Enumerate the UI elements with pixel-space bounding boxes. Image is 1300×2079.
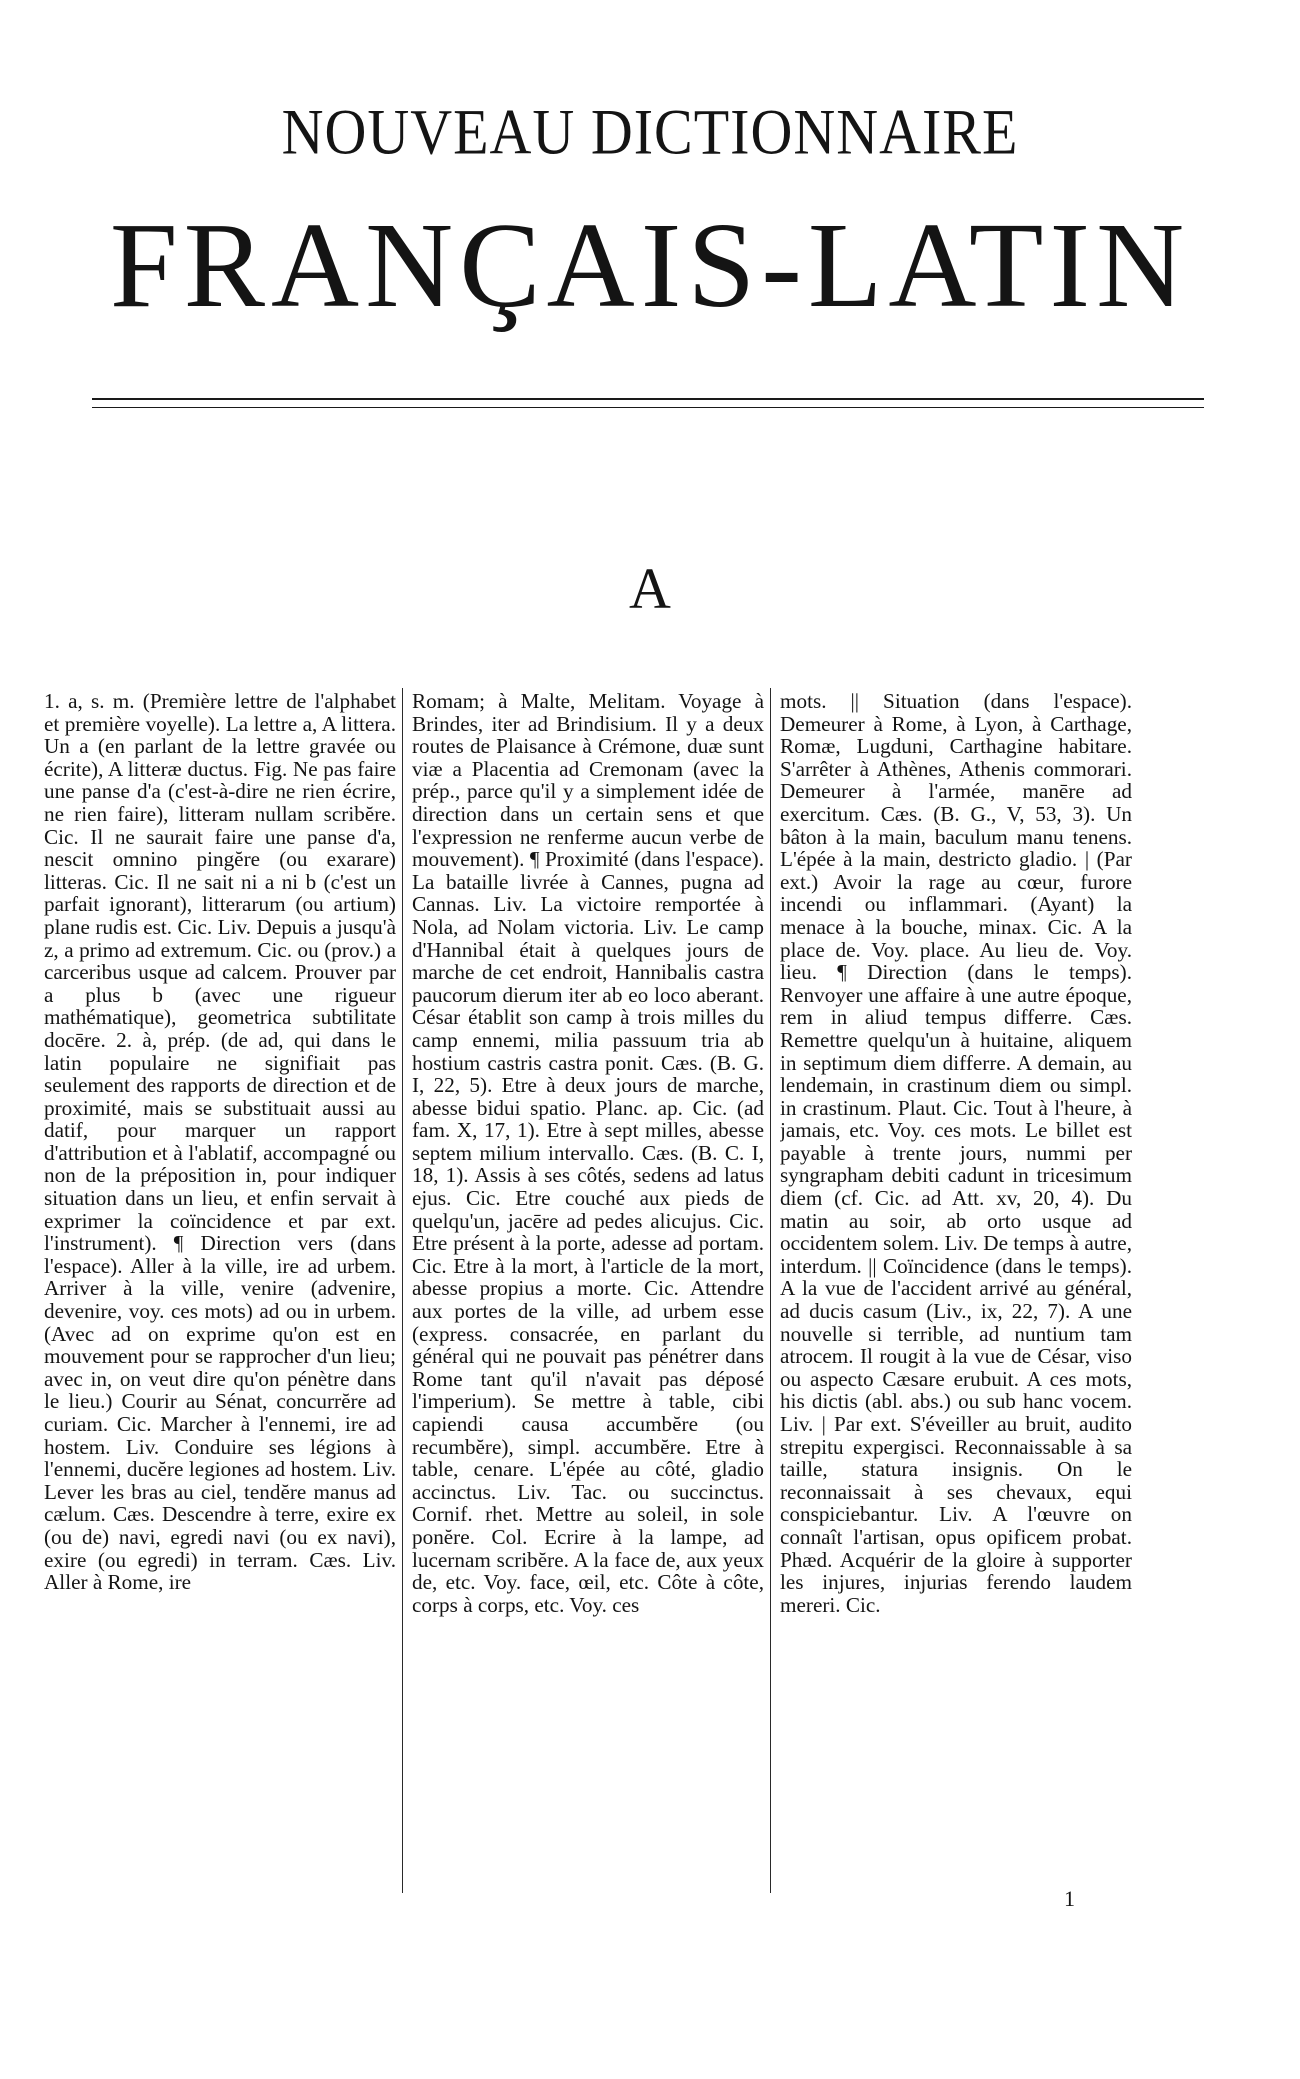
title-line-2: FRANÇAIS-LATIN bbox=[109, 198, 1191, 333]
column-1-text: 1. a, s. m. (Première lettre de l'alphabet et première voyelle). La lettre a, A littera. Un a (en parlant de la lettre gravée ou écrite), A litteræ ductus. Fig. Ne pas faire une panse d'a (c'est-à-dire ne rien écrire, ne rien faire), litteram nullam scribĕre. Cic. Il ne saurait faire une panse d'a, nescit omnino pingĕre (ou exarare) litteras. Cic. Il ne sait ni a ni b (c'est un parfait ignorant), litterarum (ou artium) plane rudis est. Cic. Liv. Depuis a jusqu'à z, a primo ad extremum. Cic. ou (prov.) a carceribus usque ad calcem. Prouver par a plus b (avec une rigueur mathématique), geometrica subtilitate docēre. 2. à, prép. (de ad, qui dans le latin populaire ne signifiait pas seulement des rapports de direction et de proximité, mais se substituait aussi au datif, pour marquer un rapport d'attribution et à l'ablatif, accompagné ou non de la préposition in, pour indiquer situation dans un lieu, et enfin servait à exprimer la coïncidence et par ext. l'instrument). ¶ Direction vers (dans l'espace). Aller à la ville, ire ad urbem. Arriver à la ville, venire (advenire, devenire, voy. ces mots) ad ou in urbem. (Avec ad on exprime qu'on est en mouvement pour se rapprocher d'un lieu; avec in, on veut dire qu'on pénètre dans le lieu.) Courir au Sénat, concurrĕre ad curiam. Cic. Marcher à l'ennemi, ire ad hostem. Liv. Conduire ses légions à l'ennemi, ducĕre legiones ad hostem. Liv. Lever les bras au ciel, tendĕre manus ad cælum. Cæs. Descendre à terre, exire ex (ou de) navi, egredi navi (ou ex navi), exire (ou egredi) in terram. Cæs. Liv. Aller à Rome, ire bbox=[44, 690, 396, 1595]
title-line-1: NOUVEAU DICTIONNAIRE bbox=[281, 95, 1019, 168]
dictionary-column-3 bbox=[780, 690, 1132, 1890]
section-letter: A bbox=[629, 556, 671, 621]
dictionary-column-1 bbox=[44, 690, 396, 1890]
title-rule-thin bbox=[92, 407, 1204, 408]
column-divider-1 bbox=[402, 688, 403, 1893]
dictionary-column-2 bbox=[412, 690, 764, 1890]
title-rule-thick bbox=[92, 398, 1204, 400]
column-3-text: mots. || Situation (dans l'espace). Demeurer à Rome, à Lyon, à Carthage, Romæ, Lugduni, Carthagine habitare. S'arrêter à Athènes, Athenis commorari. Demeurer à l'armée, manēre ad exercitum. Cæs. (B. G., V, 53, 3). Un bâton à la main, baculum manu tenens. L'épée à la main, destricto gladio. | (Par ext.) Avoir la rage au cœur, furore incendi ou inflammari. (Ayant) la menace à la bouche, minax. Cic. A la place de. Voy. place. Au lieu de. Voy. lieu. ¶ Direction (dans le temps). Renvoyer une affaire à une autre époque, rem in aliud tempus differre. Cæs. Remettre quelqu'un à huitaine, aliquem in septimum diem differre. A demain, au lendemain, in crastinum diem ou simpl. in crastinum. Plaut. Cic. Tout à l'heure, à jamais, etc. Voy. ces mots. Le billet est payable à trente jours, nummi per syngrapham debiti cadunt in tricesimum diem (cf. Cic. ad Att. xv, 20, 4). Du matin au soir, ab orto usque ad occidentem solem. Liv. De temps à autre, interdum. || Coïncidence (dans le temps). A la vue de l'accident arrivé au général, ad ducis casum (Liv., ix, 22, 7). A une nouvelle si terrible, ad nuntium tam atrocem. Il rougit à la vue de César, viso ou aspecto Cæsare erubuit. A ces mots, his dictis (abl. abs.) ou sub hanc vocem. Liv. | Par ext. S'éveiller au bruit, audito strepitu expergisci. Reconnaissable à sa taille, statura insignis. On le reconnaissait à ses chevaux, equi conspiciebantur. Liv. A l'œuvre on connaît l'artisan, opus opificem probat. Phæd. Acquérir de la gloire à supporter les injures, injurias ferendo laudem mereri. Cic. bbox=[780, 690, 1132, 1617]
column-2-text: Romam; à Malte, Melitam. Voyage à Brindes, iter ad Brindisium. Il y a deux routes de Plaisance à Crémone, duæ sunt viæ a Placentia ad Cremonam (avec la prép., parce qu'il y a simplement idée de direction dans un certain sens et que l'expression ne renferme aucun verbe de mouvement). ¶ Proximité (dans l'espace). La bataille livrée à Cannes, pugna ad Cannas. Liv. La victoire remportée à Nola, ad Nolam victoria. Liv. Le camp d'Hannibal était à quelques jours de marche de cet endroit, Hannibalis castra paucorum dierum iter ab eo loco aberant. César établit son camp à trois milles du camp ennemi, milia passuum tria ab hostium castris castra ponit. Cæs. (B. G. I, 22, 5). Etre à deux jours de marche, abesse bidui spatio. Planc. ap. Cic. (ad fam. X, 17, 1). Etre à sept milles, abesse septem milium intervallo. Cæs. (B. C. I, 18, 1). Assis à ses côtés, sedens ad latus ejus. Cic. Etre couché aux pieds de quelqu'un, jacēre ad pedes alicujus. Cic. Etre présent à la porte, adesse ad portam. Cic. Etre à la mort, à l'article de la mort, abesse propius a morte. Cic. Attendre aux portes de la ville, ad urbem esse (express. consacrée, en parlant du général qui ne pouvait pas pénétrer dans Rome tant qu'il n'avait pas déposé l'imperium). Se mettre à table, cibi capiendi causa accumbĕre (ou recumbĕre), simpl. accumbĕre. Etre à table, cenare. L'épée au côté, gladio accinctus. Liv. Tac. ou succinctus. Cornif. rhet. Mettre au soleil, in sole ponĕre. Col. Ecrire à la lampe, ad lucernam scribĕre. A la face de, aux yeux de, etc. Voy. face, œil, etc. Côte à côte, corps à corps, etc. Voy. ces bbox=[412, 690, 764, 1617]
page-number: 1 bbox=[1064, 1886, 1075, 1911]
column-divider-2 bbox=[770, 688, 771, 1893]
